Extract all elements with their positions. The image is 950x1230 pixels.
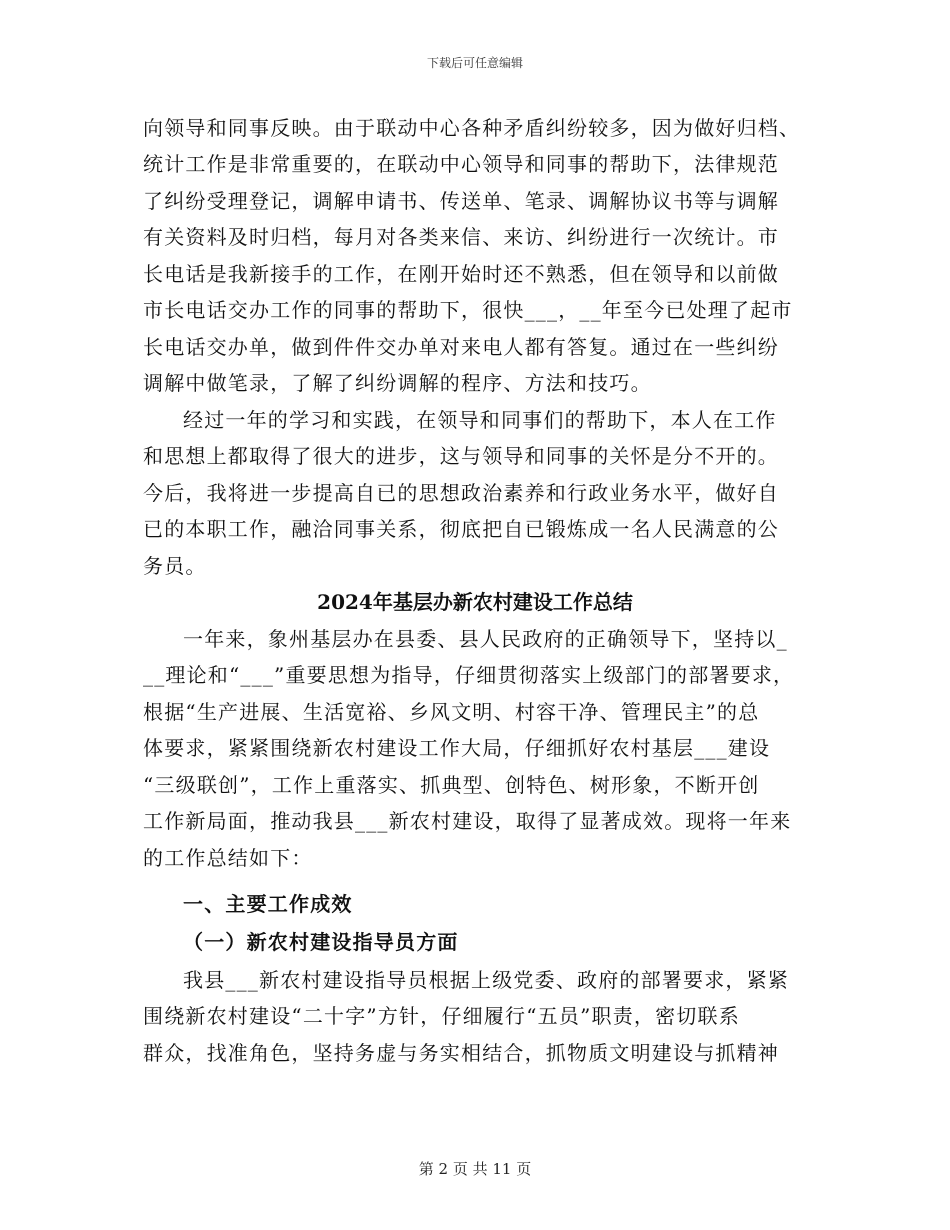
section-heading: 一、主要工作成效 bbox=[183, 892, 353, 916]
body-line: 体要求，紧紧围绕新农村建设工作大局，仔细抓好农村基层___建设 bbox=[143, 736, 771, 760]
body-line: 我县___新农村建设指导员根据上级党委、政府的部署要求，紧紧 bbox=[183, 968, 789, 992]
body-line: 统计工作是非常重要的，在联动中心领导和同事的帮助下，法律规范 bbox=[143, 152, 779, 176]
body-line: 向领导和同事反映。由于联动中心各种矛盾纠纷较多，因为做好归档、 bbox=[143, 116, 801, 140]
body-line: 务员。 bbox=[143, 554, 207, 578]
body-line: 长电话是我新接手的工作，在刚开始时还不熟悉，但在领导和以前做 bbox=[143, 262, 779, 286]
body-line: 了纠纷受理登记，调解申请书、传送单、笔录、调解协议书等与调解 bbox=[143, 189, 779, 213]
document-title: 2024年基层办新农村建设工作总结 bbox=[317, 590, 633, 614]
body-line: 市长电话交办工作的同事的帮助下，很快___，__年至今已处理了起市 bbox=[143, 298, 793, 322]
body-line: 长电话交办单，做到件件交办单对来电人都有答复。通过在一些纠纷 bbox=[143, 335, 779, 359]
page-footer: 第 2 页 共 11 页 bbox=[418, 1160, 532, 1178]
body-line: 根据“生产进展、生活宽裕、乡风文明、村容干净、管理民主”的总 bbox=[143, 700, 760, 724]
body-line: 经过一年的学习和实践，在领导和同事们的帮助下，本人在工作 bbox=[183, 408, 777, 432]
body-line: 和思想上都取得了很大的进步，这与领导和同事的关怀是分不开的。 bbox=[143, 444, 779, 468]
body-line: 一年来，象州基层办在县委、县人民政府的正确领导下，坚持以_ bbox=[183, 627, 788, 651]
body-line: 调解中做笔录，了解了纠纷调解的程序、方法和技巧。 bbox=[143, 371, 652, 395]
body-line: 今后，我将进一步提高自已的思想政治素养和行政业务水平，做好自 bbox=[143, 481, 779, 505]
body-line: 已的本职工作，融洽同事关系，彻底把自已锻炼成一名人民满意的公 bbox=[143, 517, 779, 541]
body-line: 群众，找准角色，坚持务虚与务实相结合，抓物质文明建设与抓精神 bbox=[143, 1041, 779, 1065]
body-line: 工作新局面，推动我县___新农村建设，取得了显著成效。现将一年来 bbox=[143, 809, 792, 833]
body-line: “三级联创”，工作上重落实、抓典型、创特色、树形象，不断开创 bbox=[143, 773, 760, 797]
subsection-heading: （一）新农村建设指导员方面 bbox=[183, 930, 459, 954]
body-line: 围绕新农村建设“二十字”方针，仔细履行“五员”职责，密切联系 bbox=[143, 1004, 740, 1028]
body-line: __理论和“___”重要思想为指导，仔细贯彻落实上级部门的部署要求， bbox=[143, 663, 795, 687]
body-line: 的工作总结如下： bbox=[143, 846, 313, 870]
body-line: 有关资料及时归档，每月对各类来信、来访、纠纷进行一次统计。市 bbox=[143, 225, 779, 249]
page-header: 下载后可任意编辑 bbox=[426, 56, 523, 70]
